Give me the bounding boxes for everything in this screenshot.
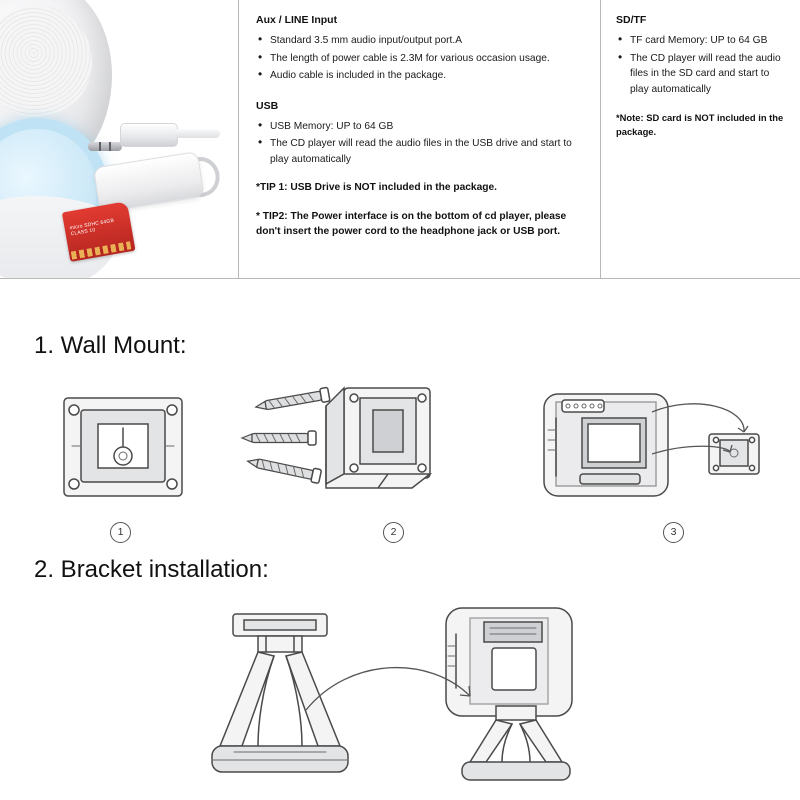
- right-text-column: [616, 14, 788, 139]
- page-title-wall-mount: 1. Wall Mount:: [34, 332, 187, 359]
- jack-cable: [174, 129, 220, 138]
- audio-jack-cable: [88, 122, 220, 146]
- list-item: • TF card Memory: UP to 64 GB: [630, 33, 788, 49]
- aux-heading: Aux / LINE Input: [256, 14, 338, 26]
- usb-heading: USB: [256, 99, 279, 112]
- list-item: • The length of power cable is 2.3M for various occasion usage.: [270, 51, 586, 67]
- middle-text-column: [256, 14, 586, 240]
- aux-bullet-list: [256, 33, 586, 84]
- sd-card-body: [62, 201, 136, 262]
- sdtf-heading: SD/TF: [616, 14, 647, 26]
- product-photo: [0, 0, 238, 278]
- step-badge-3: 3: [663, 522, 684, 543]
- usb-bullet-list: [256, 119, 586, 168]
- list-item: • USB Memory: UP to 64 GB: [270, 119, 586, 135]
- panel-divider-right: [600, 0, 601, 278]
- list-item: • The CD player will read the audio files in the USB drive and start to play automatically: [270, 136, 586, 167]
- sdtf-bullet-list: [616, 33, 788, 97]
- diagram-bracket-plate-front: [58, 388, 188, 513]
- panel-divider-bottom: [0, 278, 800, 279]
- usb-tip-1: *TIP 1: USB Drive is NOT included in the package.: [256, 182, 497, 193]
- jack-barrel: [120, 123, 178, 147]
- step-badge-1: 1: [110, 522, 131, 543]
- list-item: • Standard 3.5 mm audio input/output port.A: [270, 33, 586, 49]
- jack-tip: [88, 142, 122, 151]
- diagram-bracket-with-screws: [230, 380, 445, 510]
- micro-sd-card: [62, 200, 142, 266]
- sdtf-note: *Note: SD card is NOT included in the package.: [616, 112, 784, 137]
- bracket-installation-arrow: [300, 660, 500, 720]
- sd-card-contacts: [71, 241, 131, 259]
- step-badge-2: 2: [383, 522, 404, 543]
- panel-divider-left: [238, 0, 239, 278]
- page-title-bracket-installation: 2. Bracket installation:: [34, 556, 269, 583]
- sd-card-label: micro SDHC 64GB CLASS 10: [69, 217, 115, 238]
- list-item: • The CD player will read the audio files in the SD card and start to play automatically: [630, 51, 788, 98]
- top-instruction-panel: [0, 0, 800, 278]
- diagram-player-mounted-on-bracket: [540, 378, 770, 513]
- usb-tip-2: * TIP2: The Power interface is on the bottom of cd player, please don't insert the power cord to the headphone jack or USB port.: [256, 210, 567, 237]
- list-item: • Audio cable is included in the package.: [270, 68, 586, 84]
